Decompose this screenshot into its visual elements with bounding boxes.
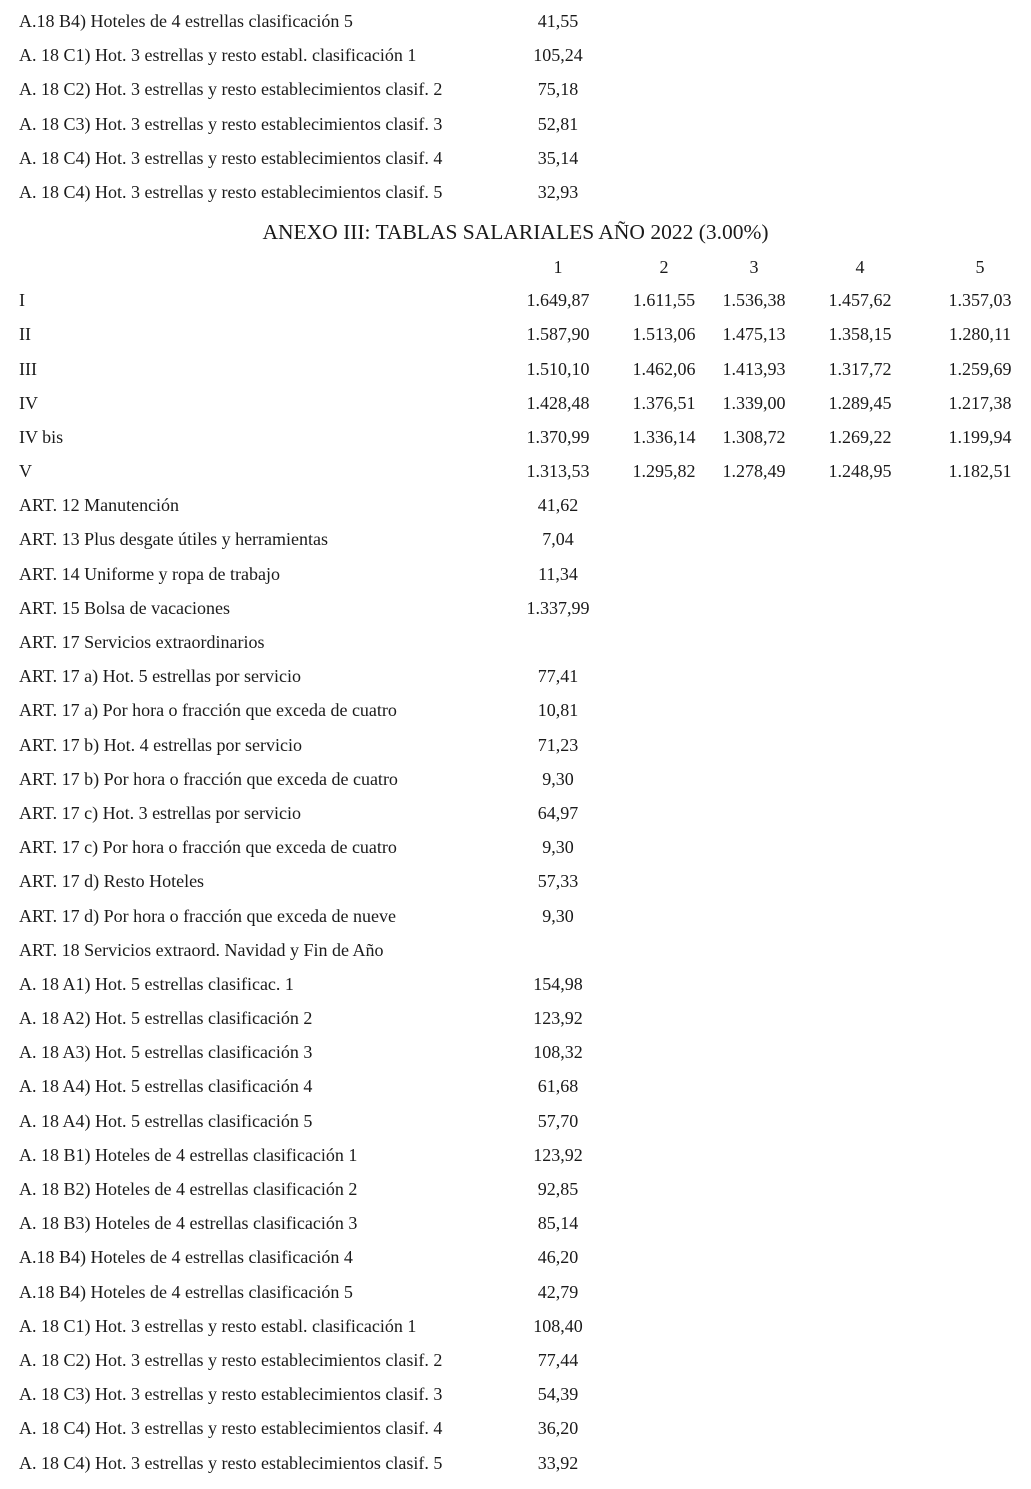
table-row <box>0 420 1031 454</box>
item-label: A. 18 C4) Hot. 3 estrellas y resto establecimientos clasif. 5 <box>19 1452 443 1473</box>
list-item <box>0 1240 1031 1274</box>
item-label: A. 18 C4) Hot. 3 estrellas y resto establecimientos clasif. 4 <box>19 1418 443 1439</box>
item-value: 108,40 <box>533 1315 583 1336</box>
list-item <box>0 1411 1031 1445</box>
category-label: IV <box>19 392 38 413</box>
item-label: A.18 B4) Hoteles de 4 estrellas clasificación 5 <box>19 11 353 31</box>
salary-cell: 1.280,11 <box>948 324 1012 345</box>
item-value: 10,81 <box>537 700 579 721</box>
category-label: IV bis <box>19 426 64 447</box>
list-item <box>0 1206 1031 1240</box>
item-value: 154,98 <box>533 973 583 994</box>
column-header: 3 <box>749 257 759 278</box>
item-label: ART. 17 b) Por hora o fracción que exceda de cuatro <box>19 768 398 789</box>
list-item <box>0 107 1031 141</box>
item-label: ART. 12 Manutención <box>19 495 180 516</box>
item-value: 35,14 <box>537 147 579 168</box>
salary-cell: 1.611,55 <box>632 290 696 311</box>
item-label: A. 18 C2) Hot. 3 estrellas y resto establecimientos clasif. 2 <box>19 1349 443 1370</box>
salary-cell: 1.428,48 <box>526 392 590 413</box>
item-label: ART. 17 c) Por hora o fracción que exceda de cuatro <box>19 837 397 858</box>
salary-table <box>0 247 1031 488</box>
item-label: A. 18 C4) Hot. 3 estrellas y resto establecimientos clasif. 5 <box>19 181 443 202</box>
item-value: 92,85 <box>537 1179 579 1199</box>
item-label: ART. 14 Uniforme y ropa de trabajo <box>19 563 281 584</box>
list-item <box>0 1275 1031 1309</box>
salary-cell: 1.376,51 <box>632 392 696 413</box>
item-label: A. 18 C4) Hot. 3 estrellas y resto establecimientos clasif. 4 <box>19 147 443 168</box>
list-item <box>0 1035 1031 1069</box>
list-item <box>0 830 1031 864</box>
list-item <box>0 1172 1031 1206</box>
table-row <box>0 317 1031 351</box>
item-value: 11,34 <box>538 563 578 584</box>
salary-cell: 1.182,51 <box>948 461 1012 482</box>
item-value: 42,79 <box>537 1281 579 1302</box>
list-item <box>0 1104 1031 1138</box>
column-header: 5 <box>975 257 985 278</box>
salary-cell: 1.339,00 <box>722 392 786 413</box>
item-value: 77,44 <box>537 1349 579 1370</box>
item-label: ART. 17 Servicios extraordinarios <box>19 632 265 652</box>
list-item <box>0 1343 1031 1377</box>
item-label: ART. 15 Bolsa de vacaciones <box>19 597 231 618</box>
table-row <box>0 352 1031 386</box>
salary-cell: 1.457,62 <box>828 290 892 311</box>
column-header: 4 <box>855 257 865 278</box>
post-table-list <box>0 488 1031 1479</box>
list-item <box>0 1138 1031 1172</box>
category-label: V <box>19 461 32 482</box>
salary-cell: 1.278,49 <box>722 461 786 482</box>
salary-cell: 1.462,06 <box>632 358 696 379</box>
salary-cell: 1.358,15 <box>828 324 892 345</box>
list-item <box>0 488 1031 522</box>
salary-cell: 1.248,95 <box>828 461 892 482</box>
item-value: 123,92 <box>533 1008 583 1029</box>
item-label: ART. 13 Plus desgate útiles y herramientas <box>19 529 329 550</box>
list-item <box>0 72 1031 106</box>
salary-cell: 1.308,72 <box>722 426 786 447</box>
list-item <box>0 933 1031 967</box>
item-value: 57,33 <box>537 871 579 892</box>
list-item <box>0 591 1031 625</box>
list-item <box>0 38 1031 72</box>
category-label: I <box>19 290 25 311</box>
salary-cell: 1.475,13 <box>722 324 786 345</box>
salary-cell: 1.336,14 <box>632 426 696 447</box>
section-title: ANEXO III: TABLAS SALARIALES AÑO 2022 (3.00%) <box>262 220 769 245</box>
column-header: 1 <box>553 257 563 278</box>
list-item <box>0 1446 1031 1480</box>
salary-cell: 1.513,06 <box>632 324 696 345</box>
item-value: 54,39 <box>537 1384 579 1405</box>
list-item <box>0 967 1031 1001</box>
item-label: ART. 17 c) Hot. 3 estrellas por servicio <box>19 802 302 823</box>
table-row <box>0 283 1031 317</box>
item-value: 32,93 <box>537 181 579 202</box>
salary-cell: 1.370,99 <box>526 426 590 447</box>
pre-table-list <box>0 4 1031 209</box>
item-label: A. 18 A4) Hot. 5 estrellas clasificación 5 <box>19 1110 313 1131</box>
column-header: 2 <box>659 257 669 278</box>
item-value: 9,30 <box>542 905 574 926</box>
list-item <box>0 899 1031 933</box>
item-value: 105,24 <box>533 45 583 66</box>
list-item <box>0 4 1031 38</box>
salary-cell: 1.295,82 <box>632 461 696 482</box>
salary-cell: 1.317,72 <box>828 358 892 379</box>
item-value: 36,20 <box>537 1418 579 1439</box>
item-value: 1.337,99 <box>526 597 590 618</box>
item-value: 61,68 <box>537 1076 579 1097</box>
item-value: 7,04 <box>542 529 574 550</box>
salary-cell: 1.259,69 <box>948 358 1012 379</box>
salary-cell: 1.217,38 <box>948 392 1012 413</box>
list-item <box>0 864 1031 898</box>
item-value: 75,18 <box>537 79 579 100</box>
item-label: ART. 18 Servicios extraord. Navidad y Fin de Año <box>19 939 384 960</box>
item-value: 41,55 <box>537 11 579 31</box>
item-label: A. 18 B3) Hoteles de 4 estrellas clasificación 3 <box>19 1213 358 1234</box>
item-value: 41,62 <box>537 495 579 516</box>
item-label: ART. 17 a) Hot. 5 estrellas por servicio <box>19 666 302 687</box>
category-label: II <box>19 324 31 345</box>
list-item <box>0 1069 1031 1103</box>
item-label: A.18 B4) Hoteles de 4 estrellas clasificación 5 <box>19 1281 353 1302</box>
salary-cell: 1.269,22 <box>828 426 892 447</box>
salary-cell: 1.536,38 <box>722 290 786 311</box>
salary-cell: 1.313,53 <box>526 461 590 482</box>
item-label: A. 18 A4) Hot. 5 estrellas clasificación 4 <box>19 1076 313 1097</box>
salary-cell: 1.289,45 <box>828 392 892 413</box>
item-label: A.18 B4) Hoteles de 4 estrellas clasificación 4 <box>19 1247 353 1268</box>
item-label: A. 18 C1) Hot. 3 estrellas y resto establ. clasificación 1 <box>19 45 417 66</box>
item-label: A. 18 A3) Hot. 5 estrellas clasificación 3 <box>19 1042 313 1063</box>
table-row <box>0 454 1031 488</box>
salary-cell: 1.199,94 <box>948 426 1012 447</box>
list-item <box>0 557 1031 591</box>
list-item <box>0 625 1031 659</box>
salary-cell: 1.510,10 <box>526 358 590 379</box>
salary-cell: 1.357,03 <box>948 290 1012 311</box>
item-value: 108,32 <box>533 1042 583 1063</box>
salary-cell: 1.649,87 <box>526 290 590 311</box>
item-label: ART. 17 b) Hot. 4 estrellas por servicio <box>19 734 303 755</box>
list-item <box>0 141 1031 175</box>
item-label: A. 18 C3) Hot. 3 estrellas y resto establecimientos clasif. 3 <box>19 1384 443 1405</box>
item-label: A. 18 C2) Hot. 3 estrellas y resto establecimientos clasif. 2 <box>19 79 443 100</box>
list-item <box>0 762 1031 796</box>
item-label: A. 18 C3) Hot. 3 estrellas y resto establecimientos clasif. 3 <box>19 113 443 134</box>
item-value: 77,41 <box>537 666 579 687</box>
item-label: A. 18 C1) Hot. 3 estrellas y resto establ. clasificación 1 <box>19 1315 417 1336</box>
document <box>0 4 1031 1480</box>
table-row <box>0 386 1031 420</box>
salary-cell: 1.587,90 <box>526 324 590 345</box>
item-label: ART. 17 a) Por hora o fracción que exceda de cuatro <box>19 700 397 721</box>
item-value: 52,81 <box>537 113 579 134</box>
list-item <box>0 693 1031 727</box>
item-label: ART. 17 d) Por hora o fracción que exceda de nueve <box>19 905 396 926</box>
item-label: ART. 17 d) Resto Hoteles <box>19 871 205 892</box>
list-item <box>0 1309 1031 1343</box>
item-value: 71,23 <box>537 734 579 755</box>
list-item <box>0 522 1031 556</box>
category-label: III <box>19 358 37 379</box>
item-value: 33,92 <box>537 1452 579 1473</box>
item-value: 46,20 <box>537 1247 579 1268</box>
salary-cell: 1.413,93 <box>722 358 786 379</box>
item-label: A. 18 B2) Hoteles de 4 estrellas clasificación 2 <box>19 1179 358 1199</box>
list-item <box>0 1377 1031 1411</box>
list-item <box>0 175 1031 209</box>
item-value: 85,14 <box>537 1213 579 1234</box>
list-item <box>0 659 1031 693</box>
item-label: A. 18 B1) Hoteles de 4 estrellas clasificación 1 <box>19 1144 358 1165</box>
list-item <box>0 1001 1031 1035</box>
item-value: 57,70 <box>537 1110 579 1131</box>
item-label: A. 18 A2) Hot. 5 estrellas clasificación 2 <box>19 1008 313 1029</box>
table-header-row <box>0 247 1031 283</box>
item-value: 123,92 <box>533 1144 583 1165</box>
list-item <box>0 796 1031 830</box>
item-value: 9,30 <box>542 768 574 789</box>
list-item <box>0 728 1031 762</box>
item-value: 64,97 <box>537 802 579 823</box>
item-label: A. 18 A1) Hot. 5 estrellas clasificac. 1 <box>19 973 294 994</box>
item-value: 9,30 <box>542 837 574 858</box>
